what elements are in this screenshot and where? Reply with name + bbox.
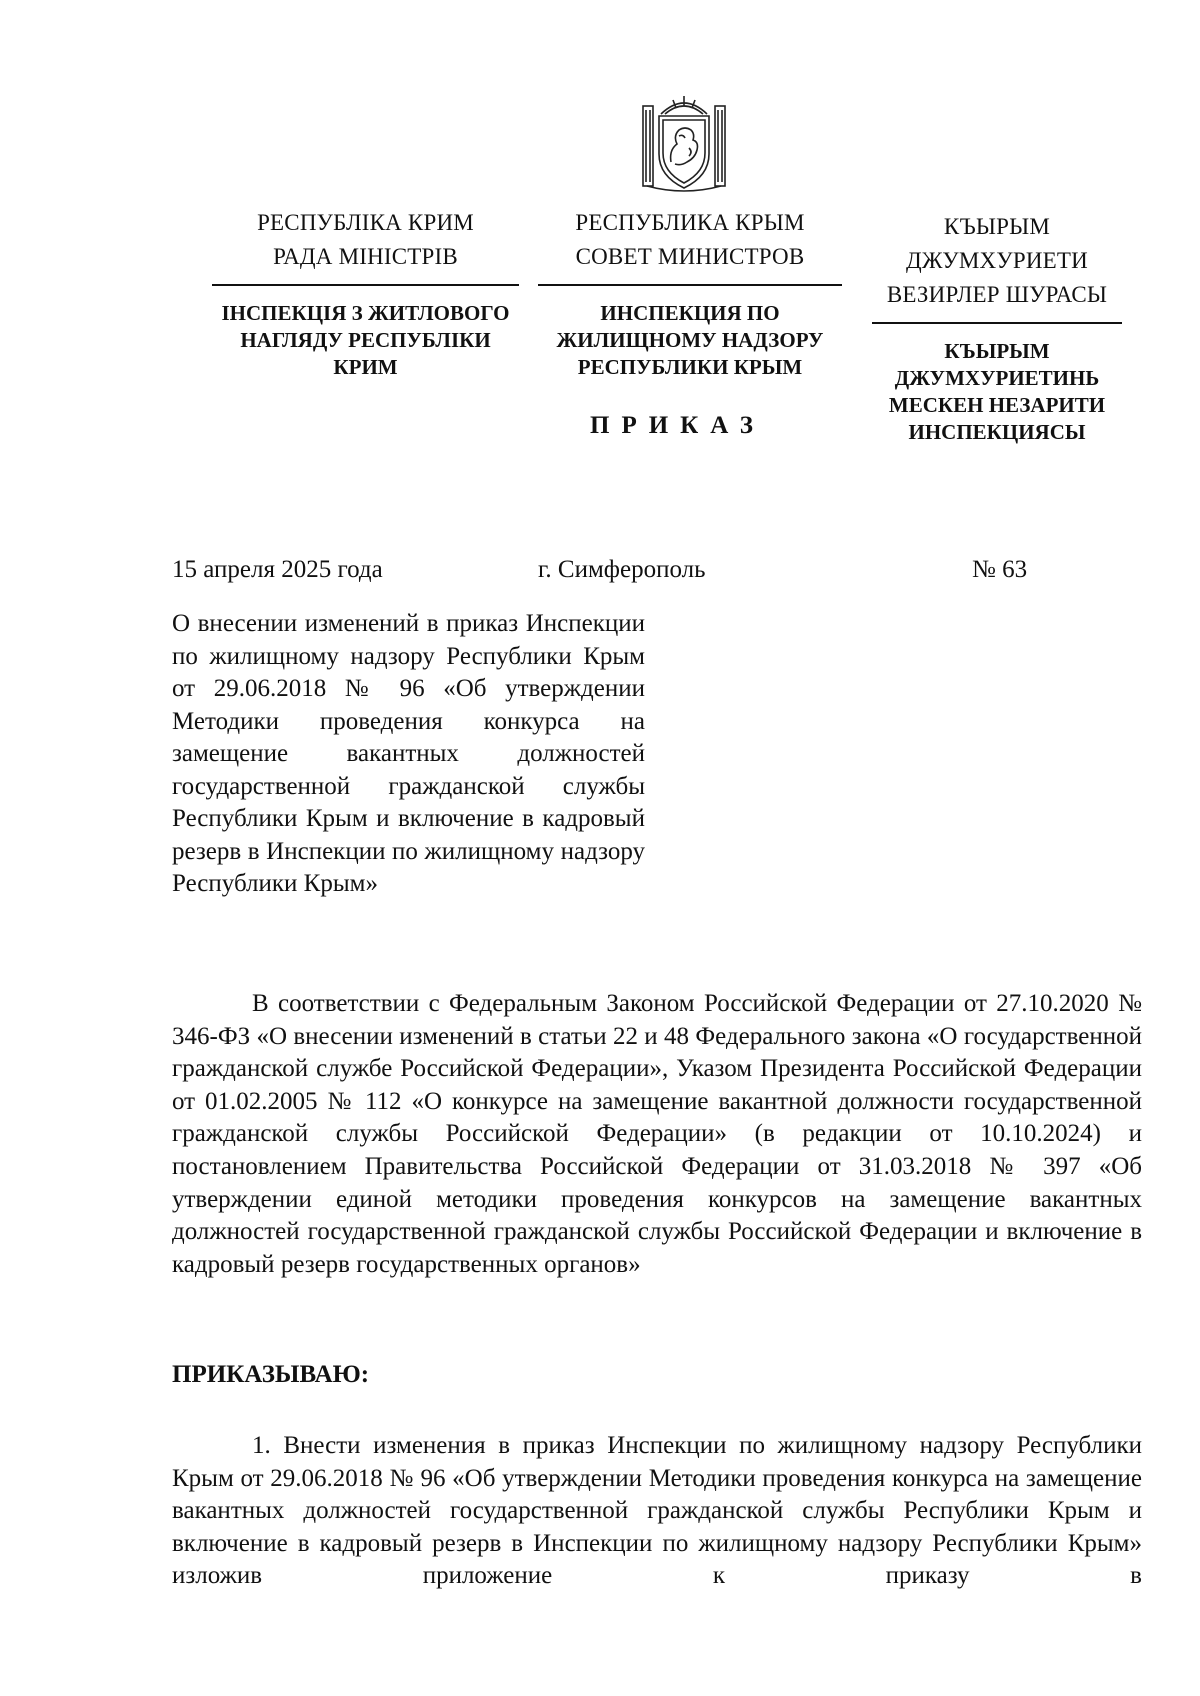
header-crimean-tatar bbox=[872, 210, 1122, 446]
header-divider bbox=[872, 322, 1122, 324]
agency-name-ct-line2: ДЖУМХУРИЕТИНЬ bbox=[894, 366, 1100, 390]
agency-name-ru-line1: ИНСПЕКЦИЯ ПО bbox=[600, 301, 780, 325]
state-name-ru: РЕСПУБЛИКА КРЫМ bbox=[575, 210, 805, 235]
document-date: 15 апреля 2025 года bbox=[172, 556, 383, 583]
agency-name-ua-line3: КРИМ bbox=[333, 355, 398, 379]
state-name-ct: КЪЫРЫМ ДЖУМХУРИЕТИ bbox=[906, 214, 1088, 273]
agency-name-ru-line3: РЕСПУБЛИКИ КРЫМ bbox=[577, 355, 803, 379]
document-type-title: ПРИКАЗ bbox=[590, 412, 765, 439]
document-city: г. Симферополь bbox=[538, 556, 706, 583]
agency-name-ua-line2: НАГЛЯДУ РЕСПУБЛІКИ bbox=[240, 328, 491, 352]
council-name-ru: СОВЕТ МИНИСТРОВ bbox=[575, 244, 805, 269]
document-number: № 63 bbox=[972, 556, 1028, 583]
agency-name-ru-line2: ЖИЛИЩНОМУ НАДЗОРУ bbox=[556, 328, 824, 352]
agency-name-ua-line1: ІНСПЕКЦІЯ З ЖИТЛОВОГО bbox=[221, 301, 510, 325]
council-name-ct: ВЕЗИРЛЕР ШУРАСЫ bbox=[886, 282, 1108, 307]
header-divider bbox=[538, 284, 842, 286]
council-name-ua: РАДА МІНІСТРІВ bbox=[273, 244, 458, 269]
preamble-paragraph: В соответствии с Федеральным Законом Российской Федерации от 27.10.2020 № 346-ФЗ «О внесении изменений в статьи 22 и 48 Федерального закона «О государственной гражданской службе Российской Федерации», Указом Президента Российской Федерации от 01.02.2005 № 112 «О конкурсе на замещение вакантной должности государственной гражданской службы Российской Федерации» (в редакции от 10.10.2024) и постановлением Правительства Российской Федерации от 31.03.2018 № 397 «Об утверждении единой методики проведения конкурсов на замещение вакантных должностей государственной гражданской службы Российской Федерации и включение в кадровый резерв государственных органов» bbox=[172, 990, 1142, 1278]
crimea-coat-of-arms-icon bbox=[639, 92, 729, 194]
document-subject: О внесении изменений в приказ Инспекции по жилищному надзору Республики Крым от 29.06.2018 № 96 «Об утверждении Методики проведения конкурса на замещение вакантных должностей государственной гражданской службы Республики Крым и включение в кадровый резерв в Инспекции по жилищному надзору Республики Крым» bbox=[172, 610, 645, 897]
agency-name-ct-line1: КЪЫРЫМ bbox=[944, 339, 1050, 363]
header-russian bbox=[538, 206, 842, 381]
state-name-ua: РЕСПУБЛІКА КРИМ bbox=[257, 210, 474, 235]
order-item-1: 1. Внести изменения в приказ Инспекции по жилищному надзору Республики Крым от 29.06.2018 № 96 «Об утверждении Методики проведения конкурса на замещение вакантных должностей государственной гражданской службы Республики Крым и включение в кадровый резерв в Инспекции по жилищному надзору Республики Крым» изложив приложение к приказу в bbox=[172, 1432, 1142, 1590]
agency-name-ct-line3: МЕСКЕН НЕЗАРИТИ bbox=[888, 393, 1106, 417]
header-divider bbox=[212, 284, 519, 286]
header-ukrainian bbox=[212, 206, 519, 381]
agency-name-ct-line4: ИНСПЕКЦИЯСЫ bbox=[908, 420, 1086, 444]
order-word-heading: ПРИКАЗЫВАЮ: bbox=[172, 1361, 370, 1388]
